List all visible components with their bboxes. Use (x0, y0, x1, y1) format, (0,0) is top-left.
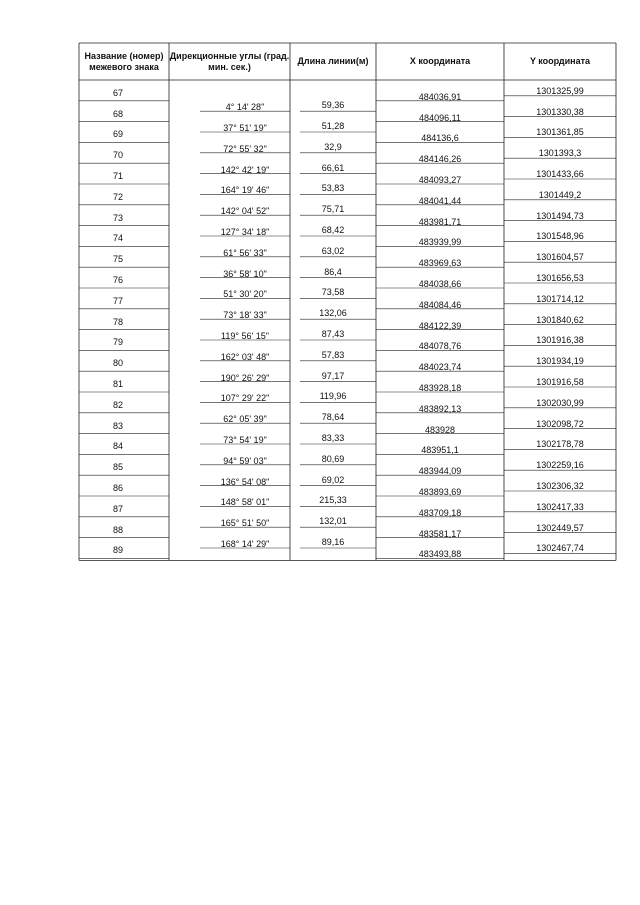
point-name: 80 (112, 358, 124, 369)
point-name: 74 (112, 233, 124, 244)
segment-direction-angle: 51° 30' 20" (223, 289, 267, 300)
segment-line-length: 32,9 (324, 141, 342, 152)
segment-line-length: 87,43 (321, 329, 345, 339)
point-name: 71 (112, 171, 124, 181)
point-name: 77 (112, 295, 124, 306)
point-x-coordinate: 484084,46 (418, 299, 462, 310)
segment-direction-angle: 119° 56' 15" (221, 331, 269, 341)
segment-direction-angle: 37° 51' 19" (223, 123, 267, 133)
point-name: 85 (112, 462, 124, 473)
segment-direction-angle: 61° 56' 33" (223, 247, 267, 258)
segment-line-length: 83,33 (321, 433, 345, 443)
point-x-coordinate: 484023,74 (418, 362, 462, 373)
point-y-coordinate: 1301449,2 (538, 189, 582, 200)
segment-line-length: 78,64 (321, 412, 345, 423)
segment-line-length: 63,02 (321, 245, 345, 256)
segment-direction-angle: 4° 14' 28" (225, 102, 265, 113)
segment-direction-angle: 94° 59' 03" (223, 455, 267, 466)
header-x-coordinate: X координата (409, 56, 471, 66)
point-x-coordinate: 483581,17 (418, 528, 462, 539)
point-name: 78 (112, 316, 124, 327)
point-name: 73 (112, 212, 124, 223)
point-y-coordinate: 1301714,12 (536, 293, 584, 304)
point-name: 76 (112, 275, 124, 285)
point-y-coordinate: 1302178,78 (536, 439, 584, 450)
point-y-coordinate: 1302467,74 (536, 543, 584, 554)
segment-line-length: 53,83 (321, 183, 345, 194)
point-name: 67 (112, 87, 124, 98)
segment-direction-angle: 190° 26' 29" (220, 372, 270, 383)
point-y-coordinate: 1301548,96 (536, 231, 584, 242)
point-name: 84 (112, 441, 124, 452)
point-name: 79 (112, 337, 124, 348)
segment-line-length: 66,61 (321, 162, 345, 173)
segment-direction-angle: 73° 54' 19" (223, 435, 267, 445)
point-x-coordinate: 483939,99 (418, 237, 462, 248)
segment-line-length: 86,4 (324, 266, 342, 277)
point-name: 82 (112, 399, 124, 410)
point-x-coordinate: 484078,76 (418, 341, 462, 352)
segment-line-length: 69,02 (321, 474, 345, 485)
point-x-coordinate: 484036,91 (418, 91, 462, 102)
point-name: 70 (112, 150, 124, 161)
point-x-coordinate: 483709,18 (418, 507, 462, 518)
header-point-name: Название (номер) межевого знака (84, 50, 164, 72)
point-y-coordinate: 1301325,99 (536, 85, 584, 96)
segment-direction-angle: 168° 14' 29" (220, 539, 270, 549)
segment-direction-angle: 72° 55' 32" (223, 143, 267, 154)
point-x-coordinate: 483893,69 (418, 487, 462, 497)
point-y-coordinate: 1301433,66 (536, 169, 584, 179)
point-y-coordinate: 1301916,38 (536, 335, 584, 346)
point-x-coordinate: 484136,6 (421, 133, 459, 144)
point-name: 89 (112, 545, 124, 556)
point-x-coordinate: 484096,11 (419, 112, 461, 123)
point-name: 81 (112, 379, 124, 389)
point-y-coordinate: 1301494,73 (536, 210, 584, 221)
segment-direction-angle: 136° 54' 08" (220, 476, 270, 487)
point-x-coordinate: 483951,1 (421, 445, 459, 456)
segment-line-length: 59,36 (321, 100, 345, 111)
point-name: 75 (112, 254, 124, 265)
point-x-coordinate: 484041,44 (418, 195, 462, 206)
point-y-coordinate: 1301361,85 (536, 127, 584, 138)
point-x-coordinate: 484146,26 (418, 154, 462, 165)
segment-line-length: 215,33 (319, 495, 347, 506)
segment-direction-angle: 73° 18' 33" (223, 310, 267, 321)
segment-line-length: 97,17 (321, 370, 345, 381)
point-name: 83 (112, 420, 124, 431)
point-y-coordinate: 1301934,19 (536, 356, 584, 367)
point-y-coordinate: 1302417,33 (536, 501, 584, 512)
segment-line-length: 132,06 (319, 308, 347, 319)
point-y-coordinate: 1302449,57 (536, 522, 584, 533)
point-name: 68 (112, 108, 124, 119)
point-y-coordinate: 1301840,62 (536, 314, 584, 325)
segment-direction-angle: 36° 58' 10" (223, 268, 267, 279)
header-line-length: Длина линии(м) (297, 56, 369, 66)
segment-direction-angle: 127° 34' 18" (220, 227, 270, 237)
segment-line-length: 73,58 (321, 287, 345, 298)
segment-direction-angle: 142° 42' 19" (220, 164, 270, 175)
point-x-coordinate: 484038,66 (418, 279, 462, 289)
point-y-coordinate: 1302259,16 (536, 460, 584, 471)
segment-direction-angle: 164° 19' 46" (220, 185, 270, 196)
point-y-coordinate: 1301656,53 (536, 273, 584, 283)
segment-line-length: 132,01 (319, 516, 347, 527)
segment-direction-angle: 162° 03' 48" (220, 351, 270, 362)
point-y-coordinate: 1302030,99 (536, 397, 584, 408)
point-x-coordinate: 483969,63 (418, 258, 462, 269)
point-y-coordinate: 1301604,57 (536, 252, 584, 263)
point-x-coordinate: 483928 (424, 424, 456, 435)
segment-line-length: 89,16 (321, 537, 345, 547)
point-x-coordinate: 483928,18 (418, 383, 462, 393)
point-y-coordinate: 1301393,3 (538, 148, 582, 159)
point-y-coordinate: 1302306,32 (536, 481, 584, 491)
segment-line-length: 51,28 (321, 121, 345, 131)
point-x-coordinate: 483493,88 (418, 549, 462, 560)
segment-line-length: 75,71 (321, 204, 345, 215)
segment-direction-angle: 62° 05' 39" (223, 414, 267, 425)
segment-line-length: 80,69 (321, 453, 345, 464)
point-x-coordinate: 484093,27 (418, 175, 462, 185)
segment-direction-angle: 148° 58' 01" (220, 497, 270, 508)
point-name: 88 (112, 524, 124, 535)
point-x-coordinate: 484122,39 (418, 320, 462, 331)
point-y-coordinate: 1301330,38 (536, 106, 584, 117)
point-y-coordinate: 1301916,58 (536, 377, 584, 387)
point-name: 72 (112, 191, 124, 202)
point-x-coordinate: 483892,13 (418, 403, 462, 414)
point-name: 86 (112, 483, 124, 493)
point-y-coordinate: 1302098,72 (536, 418, 584, 429)
point-x-coordinate: 483944,09 (418, 466, 462, 477)
header-direction-angle: Дирекционные углы (град. мин. сек.) (169, 50, 290, 72)
segment-line-length: 57,83 (321, 349, 345, 360)
point-name: 87 (112, 503, 124, 514)
header-y-coordinate: Y координата (529, 56, 591, 66)
segment-direction-angle: 107° 29' 22" (220, 393, 270, 404)
segment-direction-angle: 165° 51' 50" (220, 518, 270, 529)
segment-direction-angle: 142° 04' 52" (220, 206, 270, 217)
point-x-coordinate: 483981,71 (418, 216, 462, 227)
segment-line-length: 119,96 (319, 391, 347, 402)
point-name: 69 (112, 129, 124, 140)
segment-line-length: 68,42 (321, 225, 345, 235)
